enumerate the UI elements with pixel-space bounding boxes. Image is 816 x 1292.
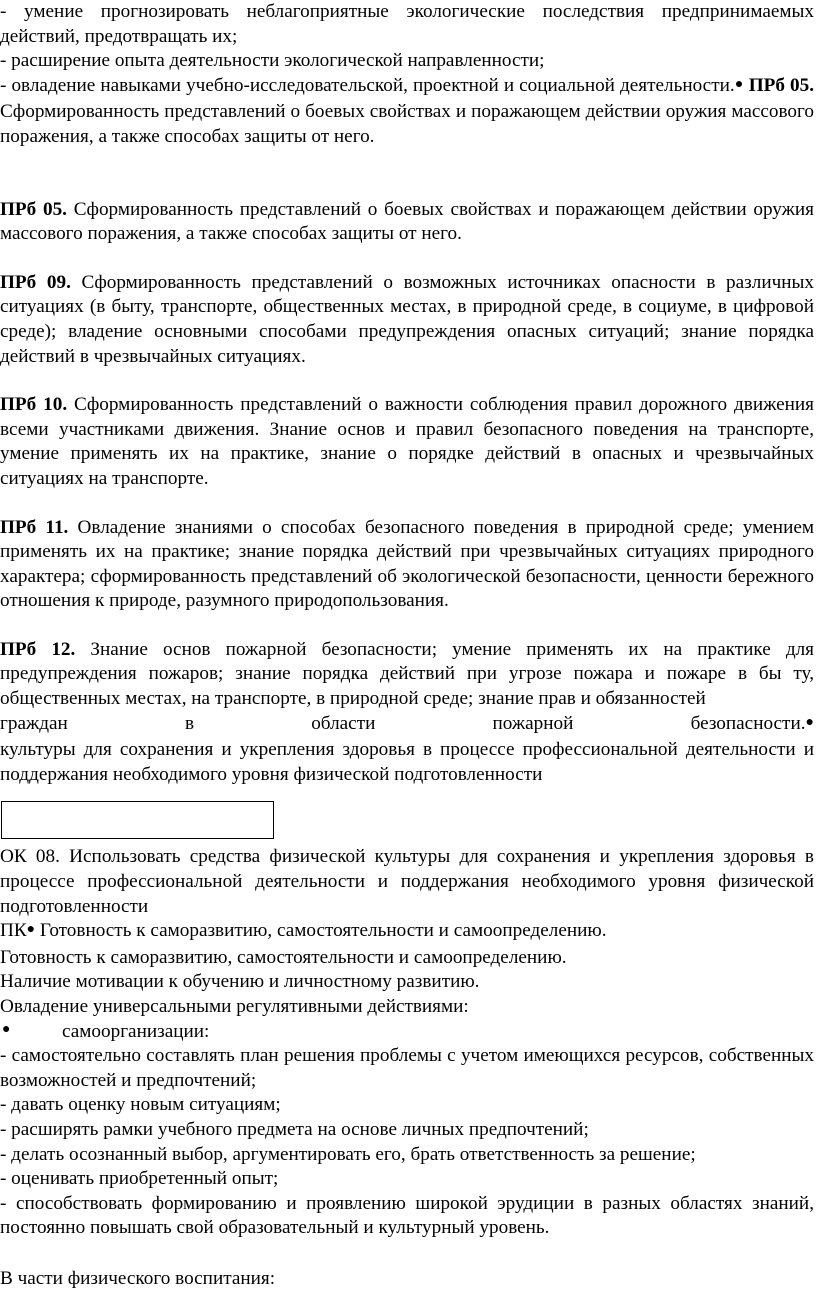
prb-text: Сформированность представлений о важности соблюдения правил дорожного движения всеми участниками движения. Знание основ и правил безопасного поведения на транспорте, умение применять их на практике, знание о порядке действий в опасных и чрезвычайных ситуациях на транспорте.: [0, 394, 814, 489]
word: граждан: [0, 712, 68, 734]
bullet-icon: ●: [734, 76, 744, 92]
word-with-bullet: [691, 712, 814, 739]
bullet-icon: ●: [26, 922, 36, 938]
pk-line: [0, 919, 814, 946]
pk-prefix: ПК: [0, 920, 27, 942]
prb-12-spread-line: [0, 712, 814, 739]
prb-code: ПРб 05.: [0, 198, 67, 220]
prb-code: ПРб 12.: [0, 638, 76, 660]
word: области: [311, 712, 376, 734]
self-organization-item: [0, 1020, 814, 1045]
prb-text: Сформированность представлений о возможных источниках опасности в различных ситуациях (в быту, транспорте, общественных местах, в природной среде, в социуме, в цифровой среде); владение основными способами предупреждения опасных ситуаций; знание порядка действий в чрезвычайных ситуациях.: [0, 271, 814, 367]
prb-12-paragraph: [0, 638, 814, 712]
text-line: Овладение универсальными регулятивными действиями:: [0, 996, 469, 1017]
text-line-forecast: - умение прогнозировать неблагоприятные экологические последствия предпринимаемых действий, предотвращать их;: [0, 1, 814, 47]
empty-table-cell: [1, 801, 274, 839]
text-line-experience: - расширение опыта деятельности экологической направленности;: [0, 50, 545, 72]
ok-08-paragraph: ОК 08. Использовать средства физической культуры для сохранения и укрепления здоровья в процессе профессиональной деятельности и поддержания необходимого уровня физической подготовленности: [0, 846, 814, 917]
activity-text: - овладение навыками учебно-исследовательской, проектной и социальной деятельности.: [0, 74, 735, 96]
list-item: - самостоятельно составлять план решения проблемы с учетом имеющихся ресурсов, собственных возможностей и предпочтений;: [0, 1045, 814, 1091]
bullet-icon: ●: [805, 714, 814, 730]
prb-code: ПРб 09.: [0, 271, 71, 293]
list-item: - способствовать формированию и проявлению широкой эрудиции в разных областях знаний, постоянно повышать свой образовательный и культурный уровень.: [0, 1192, 814, 1239]
prb-11-paragraph: [0, 516, 814, 614]
prb-code: ПРб 11.: [0, 516, 69, 538]
word: в: [184, 712, 195, 734]
prb-text: Сформированность представлений о боевых свойствах и поражающем действии оружия массового поражения, а также способах защиты от него.: [0, 101, 814, 147]
prb-code: ПРб 10.: [0, 394, 68, 416]
text-line-activity: [0, 74, 814, 150]
prb-code: ПРб 05.: [748, 74, 814, 96]
prb-09-paragraph: [0, 271, 814, 369]
list-item: - расширять рамки учебного предмета на основе личных предпочтений;: [0, 1118, 589, 1140]
list-item: - оценивать приобретенный опыт;: [0, 1168, 279, 1190]
prb-text: Овладение знаниями о способах безопасного поведения в природной среде; умением применять их на практике; знание порядка действий при чрезвычайных ситуациях природного характера; сформированность представлений об экологической безопасности, ценности бережного отношения к природе, разумного природопользования.: [0, 516, 814, 612]
pk-text: Готовность к саморазвитию, самостоятельности и самоопределению.: [35, 920, 607, 942]
word: безопасности.: [690, 712, 806, 734]
prb-10-paragraph: [0, 393, 814, 491]
text-line: Готовность к саморазвитию, самостоятельности и самоопределению.: [0, 946, 567, 968]
section-heading: В части физического воспитания:: [0, 1267, 276, 1289]
list-item: - давать оценку новым ситуациям;: [0, 1094, 281, 1116]
prb-05-paragraph: [0, 198, 814, 247]
list-item: - делать осознанный выбор, аргументировать его, брать ответственность за решение;: [0, 1143, 696, 1165]
self-organization-label: самоорганизации:: [62, 1020, 210, 1042]
prb-text: Сформированность представлений о боевых свойствах и поражающем действии оружия массового поражения, а также способах защиты от него.: [0, 198, 814, 245]
prb-12-tail: культуры для сохранения и укрепления здоровья в процессе профессиональной деятельности и поддержания необходимого уровня физической подготовленности: [0, 739, 814, 785]
prb-text: Знание основ пожарной безопасности; умение применять их на практике для предупреждения пожаров; знание порядка действий при угрозе пожара и пожаре в бы ту, общественных местах, на транспорте, в природной среде; знание прав и обязанностей: [0, 638, 814, 710]
word: пожарной: [492, 712, 574, 734]
text-line: Наличие мотивации к обучению и личностному развитию.: [0, 971, 480, 993]
bullet-icon: ●: [2, 1021, 11, 1037]
